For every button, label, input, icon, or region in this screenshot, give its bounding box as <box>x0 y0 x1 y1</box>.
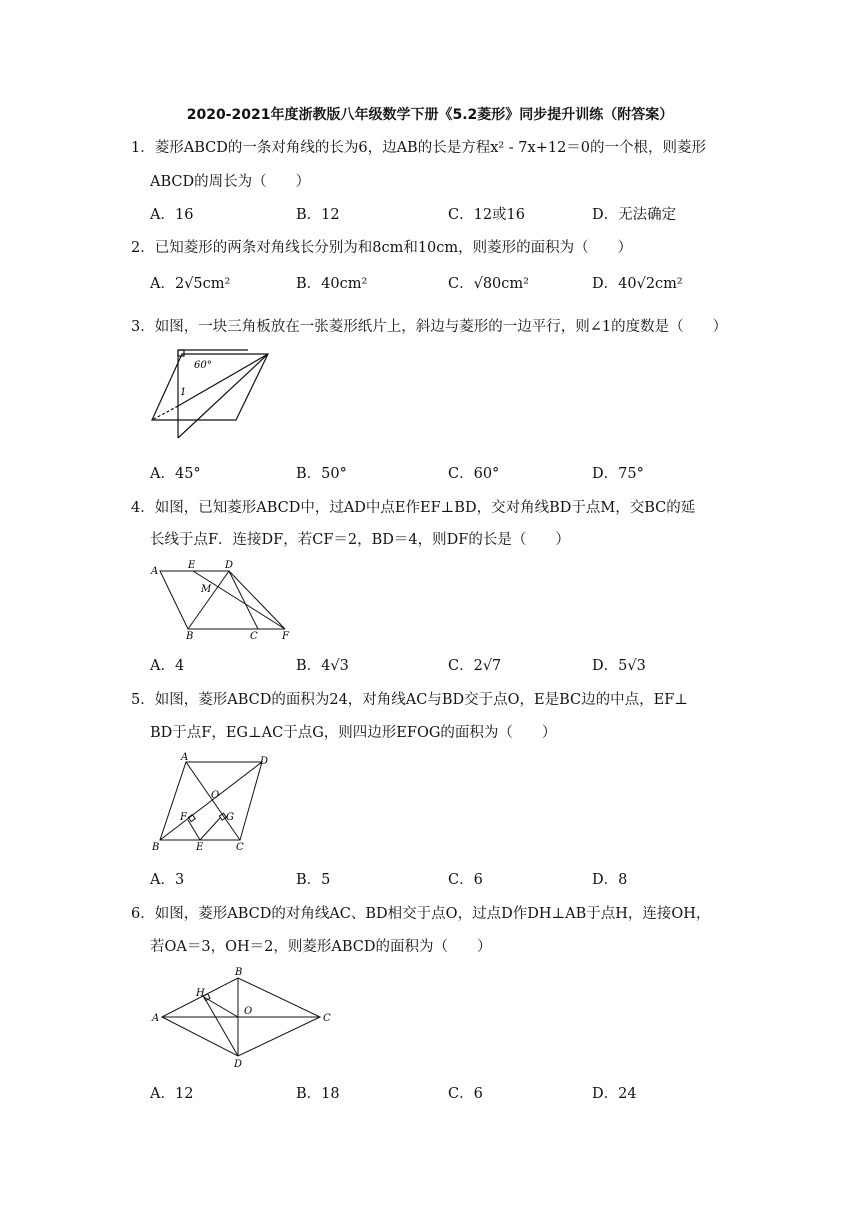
option-c[interactable]: C．2√7 <box>448 658 502 674</box>
label-a: A <box>181 752 189 763</box>
figure-rhombus-abcd-q6 <box>148 964 338 1070</box>
label-e: E <box>196 842 204 852</box>
label-a: A <box>151 566 159 577</box>
diagonal-ac <box>186 762 240 840</box>
question-5-options <box>150 868 750 888</box>
option-a[interactable]: A．2√5cm² <box>150 276 231 292</box>
question-1-line-2: ABCD的周长为（ ） <box>150 174 311 190</box>
label-b: B <box>186 631 194 642</box>
option-d[interactable]: D．24 <box>592 1086 637 1102</box>
question-1-options <box>150 203 750 223</box>
label-c: C <box>236 842 244 852</box>
option-c[interactable]: C．12或16 <box>448 207 525 223</box>
option-a[interactable]: A．4 <box>150 658 185 674</box>
rhombus-inner-edge <box>178 354 268 406</box>
question-6-options <box>150 1082 750 1102</box>
option-b[interactable]: B．4√3 <box>296 658 349 674</box>
option-d[interactable]: D．40√2cm² <box>592 276 683 292</box>
label-g: G <box>226 812 234 823</box>
label-d: D <box>260 756 269 767</box>
label-o: O <box>211 790 220 801</box>
page-title: 2020-2021年度浙教版八年级数学下册《5.2菱形》同步提升训练（附答案） <box>186 107 674 123</box>
triangle-hypotenuse <box>178 354 268 438</box>
figure-rhombus-abcd-q4 <box>148 560 298 642</box>
option-a[interactable]: A．45° <box>150 466 201 482</box>
question-1-line-1: 1．菱形ABCD的一条对角线的长为6，边AB的长是方程x² - 7x+12＝0的一个根，则菱形 <box>131 140 707 156</box>
label-m: M <box>201 584 212 595</box>
question-3-line-1: 3．如图，一块三角板放在一张菱形纸片上，斜边与菱形的一边平行，则∠1的度数是（ ） <box>131 319 728 335</box>
option-c[interactable]: C．6 <box>448 1086 483 1102</box>
segment-oh <box>204 997 238 1017</box>
option-c[interactable]: C．6 <box>448 872 483 888</box>
option-b[interactable]: B．12 <box>296 207 340 223</box>
label-b: B <box>235 967 243 978</box>
figure-triangle-on-rhombus <box>148 346 274 442</box>
question-2-line-1: 2．已知菱形的两条对角线长分别为和8cm和10cm，则菱形的面积为（ ） <box>131 240 633 256</box>
question-5-line-2: BD于点F，EG⊥AC于点G，则四边形EFOG的面积为（ ） <box>150 725 557 741</box>
label-e: E <box>188 560 196 571</box>
option-d[interactable]: D．无法确定 <box>592 207 677 223</box>
option-b[interactable]: B．50° <box>296 466 347 482</box>
segment-ef <box>188 820 200 840</box>
option-c[interactable]: C．60° <box>448 466 500 482</box>
question-5-line-1: 5．如图，菱形ABCD的面积为24，对角线AC与BD交于点O，E是BC边的中点，EF⊥ <box>131 692 688 708</box>
option-b[interactable]: B．18 <box>296 1086 340 1102</box>
question-6-line-1: 6．如图，菱形ABCD的对角线AC、BD相交于点O，过点D作DH⊥AB于点H，连接OH， <box>131 906 711 922</box>
dashed-segment <box>152 406 178 420</box>
line-df <box>229 571 285 629</box>
question-4-options <box>150 654 750 674</box>
label-o: O <box>244 1006 253 1017</box>
angle-label-1: 1 <box>180 387 187 398</box>
segment-eg <box>200 818 220 840</box>
option-b[interactable]: B．40cm² <box>296 276 368 292</box>
label-f: F <box>180 812 187 823</box>
label-d: D <box>225 560 234 571</box>
angle-label-60: 60° <box>194 360 212 371</box>
option-d[interactable]: D．8 <box>592 872 628 888</box>
label-h: H <box>196 988 205 999</box>
question-2-options <box>150 272 750 292</box>
option-a[interactable]: A．16 <box>150 207 194 223</box>
question-4-line-2: 长线于点F．连接DF，若CF＝2，BD＝4，则DF的长是（ ） <box>150 532 570 548</box>
label-a: A <box>152 1013 160 1024</box>
option-b[interactable]: B．5 <box>296 872 331 888</box>
label-d: D <box>234 1059 243 1070</box>
label-b: B <box>152 842 160 852</box>
label-c: C <box>250 631 258 642</box>
label-c: C <box>323 1013 331 1024</box>
option-c[interactable]: C．√80cm² <box>448 276 529 292</box>
option-a[interactable]: A．12 <box>150 1086 194 1102</box>
option-a[interactable]: A．3 <box>150 872 185 888</box>
question-6-line-2: 若OA＝3，OH＝2，则菱形ABCD的面积为（ ） <box>150 939 492 955</box>
line-ef <box>193 571 285 629</box>
question-4-line-1: 4．如图，已知菱形ABCD中，过AD中点E作EF⊥BD，交对角线BD于点M，交BC的延 <box>131 500 696 516</box>
figure-rhombus-abcd-q5 <box>148 752 278 852</box>
diagonal-bd <box>188 571 229 629</box>
option-d[interactable]: D．5√3 <box>592 658 646 674</box>
option-d[interactable]: D．75° <box>592 466 644 482</box>
question-3-options <box>150 462 750 482</box>
label-f: F <box>282 631 289 642</box>
